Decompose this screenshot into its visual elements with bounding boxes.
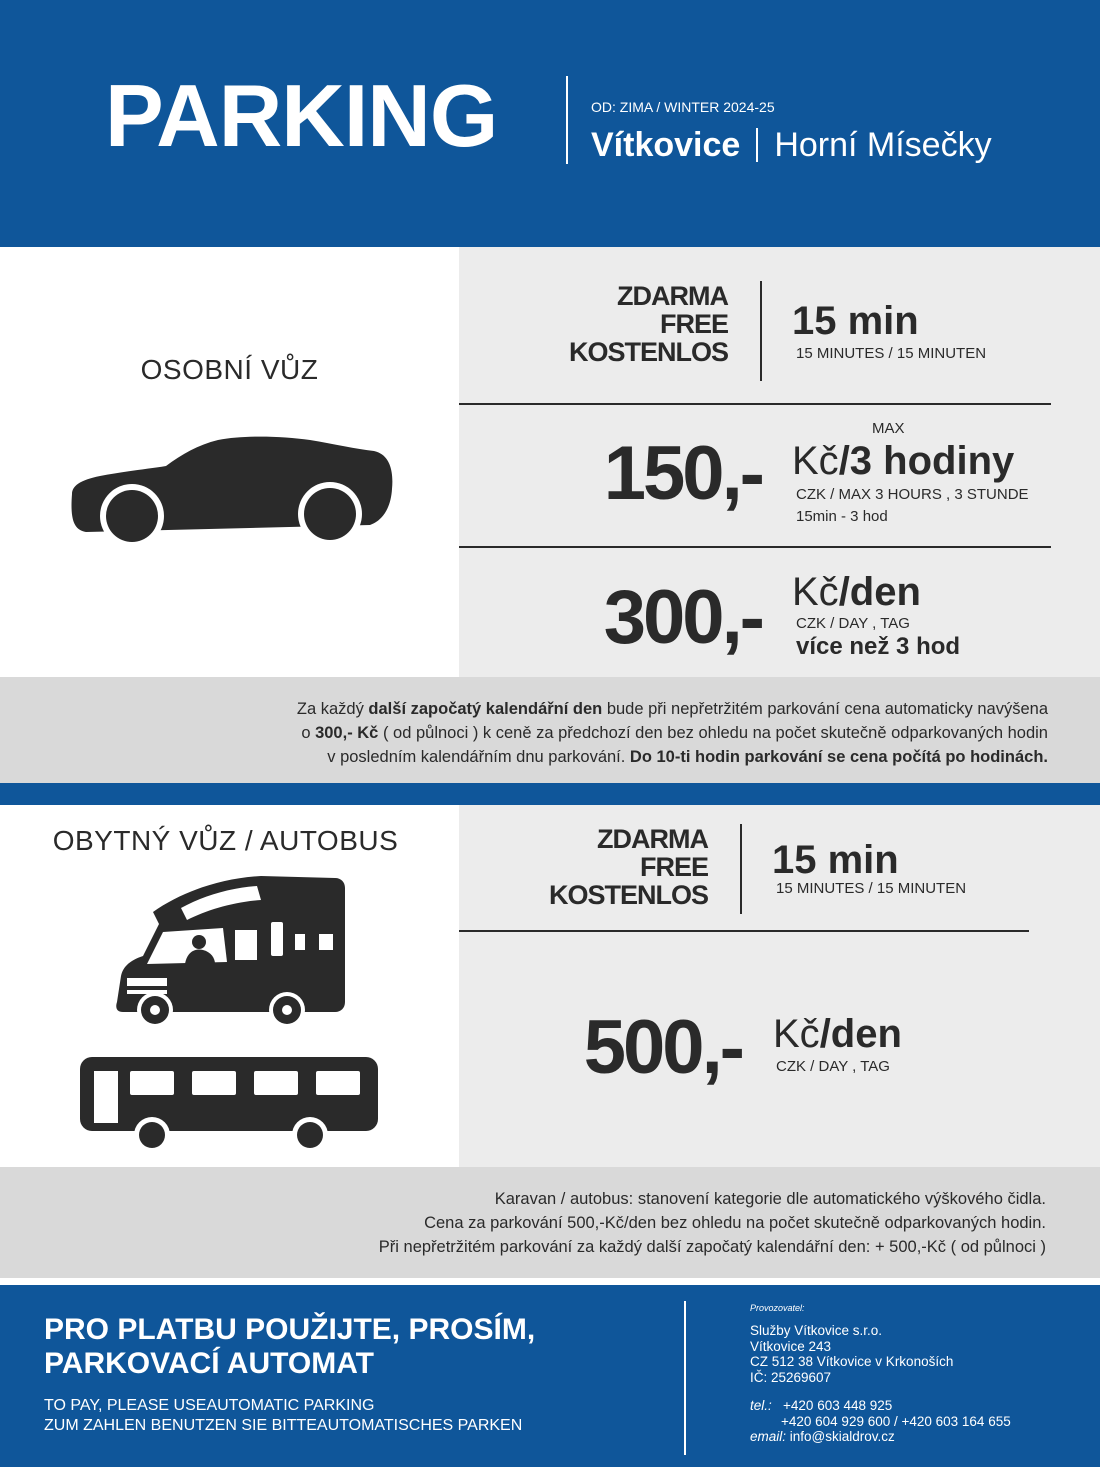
price-day-car-desc: CZK / DAY , TAG — [796, 615, 910, 632]
location-horni-misecky: Horní Mísečky — [774, 126, 992, 164]
company-city: CZ 512 38 Vítkovice v Krkonoších — [750, 1354, 954, 1370]
note-bold: Do 10-ti hodin parkování se cena počítá po hodinách. — [629, 748, 1048, 766]
row-divider — [459, 403, 1051, 405]
location-separator — [756, 128, 758, 162]
pay-de: ZUM ZAHLEN BENUTZEN SIE BITTEAUTOMATISCHES PARKEN — [44, 1417, 523, 1434]
footer-divider — [684, 1301, 686, 1455]
unit-period: /3 hodiny — [838, 439, 1015, 483]
email-label: email: — [750, 1429, 787, 1445]
camper-van-icon — [111, 872, 347, 1028]
car-note-text — [48, 697, 1048, 769]
note-text: v posledním kalendářním dnu parkování. — [327, 748, 630, 766]
free-label-car — [520, 283, 728, 366]
free-line-de: KOSTENLOS — [568, 336, 728, 367]
max-label: MAX — [872, 420, 905, 437]
car-section-label: OSOBNÍ VŮZ — [140, 354, 319, 385]
company-ic: IČ: 25269607 — [750, 1369, 832, 1385]
vertical-divider — [740, 824, 742, 914]
price-day-rv-unit — [773, 1014, 902, 1054]
contact-info — [750, 1398, 1011, 1445]
bus-icon — [78, 1055, 380, 1151]
free-line-de: KOSTENLOS — [548, 879, 708, 910]
free-line-en: FREE — [639, 851, 708, 882]
currency: Kč — [773, 1012, 820, 1056]
price-day-car-unit — [792, 572, 921, 612]
note-bold: další započatý kalendářní den — [368, 700, 603, 718]
company-street: Vítkovice 243 — [750, 1338, 832, 1354]
pay-instruction-translations — [44, 1396, 522, 1436]
note-bold: 300,- Kč — [315, 724, 379, 742]
note-text: ( od půlnoci ) k ceně za předchozí den bez ohledu na počet skutečně odparkovaných hodin — [378, 724, 1048, 742]
email-link[interactable]: info@skialdrov.cz — [789, 1429, 895, 1445]
rv-note-line: Karavan / autobus: stanovení kategorie dle automatického výškového čidla. — [494, 1190, 1046, 1208]
free-duration-desc: 15 MINUTES / 15 MINUTEN — [796, 345, 987, 362]
pay-instruction-title — [44, 1313, 535, 1381]
company-name: Služby Vítkovice s.r.o. — [750, 1323, 883, 1338]
price-day-rv-desc: CZK / DAY , TAG — [776, 1058, 890, 1075]
note-text: Za každý — [296, 700, 369, 718]
note-text: o — [301, 724, 316, 742]
free-line-cz: ZDARMA — [617, 281, 728, 311]
operator-label: Provozovatel: — [750, 1303, 805, 1313]
tel-label: tel.: — [750, 1398, 772, 1413]
currency: Kč — [792, 439, 839, 483]
phone-1[interactable]: +420 603 448 925 — [783, 1398, 893, 1413]
price-day-rv: 500,- — [583, 1005, 742, 1090]
pay-en: TO PAY, PLEASE USEAUTOMATIC PARKING — [44, 1397, 375, 1414]
price-3h-unit — [792, 441, 1014, 481]
price-3h-desc: CZK / MAX 3 HOURS , 3 STUNDE — [796, 486, 1029, 503]
phone-2[interactable]: +420 604 929 600 / +420 603 164 655 — [781, 1413, 1011, 1429]
rv-note-line: Cena za parkování 500,-Kč/den bez ohledu na počet skutečně odparkovaných hodin. — [424, 1214, 1046, 1232]
pay-title-line: PRO PLATBU POUŽIJTE, PROSÍM, — [44, 1313, 536, 1346]
header-divider — [566, 76, 568, 164]
row-divider — [459, 546, 1051, 548]
unit-period: /den — [819, 1012, 902, 1056]
free-line-cz: ZDARMA — [597, 824, 708, 854]
season-label: OD: ZIMA / WINTER 2024-25 — [591, 99, 775, 115]
price-day-car: 300,- — [603, 575, 762, 660]
page-title: PARKING — [105, 66, 498, 165]
pay-title-line: PARKOVACÍ AUTOMAT — [44, 1346, 374, 1380]
currency: Kč — [792, 570, 839, 614]
rv-section-label: OBYTNÝ VŮZ / AUTOBUS — [52, 825, 399, 856]
free-duration: 15 min — [792, 299, 919, 343]
rv-note-line: Při nepřetržitém parkování za každý další započatý kalendářní den: + 500,-Kč ( od půlnoci ) — [378, 1238, 1046, 1256]
unit-period: /den — [838, 570, 921, 614]
car-icon — [66, 434, 396, 546]
vertical-divider — [760, 281, 762, 381]
section-separator-band — [0, 783, 1100, 805]
price-3h-range: 15min - 3 hod — [796, 508, 888, 525]
price-day-car-condition: více než 3 hod — [796, 633, 961, 660]
location-row — [591, 128, 992, 162]
operator-info — [750, 1323, 953, 1385]
free-label-rv — [500, 826, 708, 909]
note-text: bude při nepřetržitém parkování cena automaticky navýšena — [602, 700, 1048, 718]
location-vitkovice: Vítkovice — [591, 126, 741, 164]
free-duration-desc: 15 MINUTES / 15 MINUTEN — [776, 880, 967, 897]
row-divider — [459, 930, 1029, 932]
price-3h: 150,- — [603, 431, 762, 516]
rv-note-text — [46, 1187, 1046, 1259]
free-line-en: FREE — [659, 308, 728, 339]
free-duration: 15 min — [772, 838, 899, 882]
